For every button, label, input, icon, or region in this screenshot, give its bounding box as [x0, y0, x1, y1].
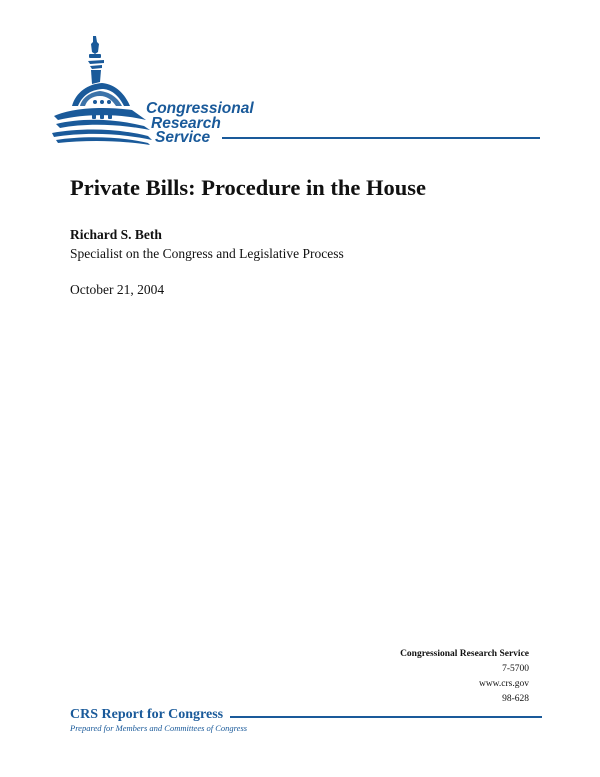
document-date: October 21, 2004 — [70, 282, 165, 297]
logo-line-service: Service — [155, 129, 211, 146]
footer-subtitle: Prepared for Members and Committees of Congress — [70, 723, 248, 733]
contact-block — [400, 647, 529, 707]
document-title: Private Bills: Procedure in the House — [70, 175, 427, 200]
header-rule — [222, 137, 540, 139]
author-title: Specialist on the Congress and Legislative Process — [70, 246, 344, 261]
logo-line-research: Research — [151, 114, 221, 132]
author-name: Richard S. Beth — [70, 227, 162, 242]
contact-organization: Congressional Research Service — [400, 649, 529, 659]
footer-rule — [230, 716, 542, 718]
footer-title: CRS Report for Congress — [70, 707, 224, 722]
contact-phone: 7-5700 — [502, 664, 529, 674]
report-number: 98-628 — [502, 694, 529, 704]
contact-website[interactable]: www.crs.gov — [478, 679, 529, 689]
logo-line-congressional: Congressional — [146, 100, 254, 117]
